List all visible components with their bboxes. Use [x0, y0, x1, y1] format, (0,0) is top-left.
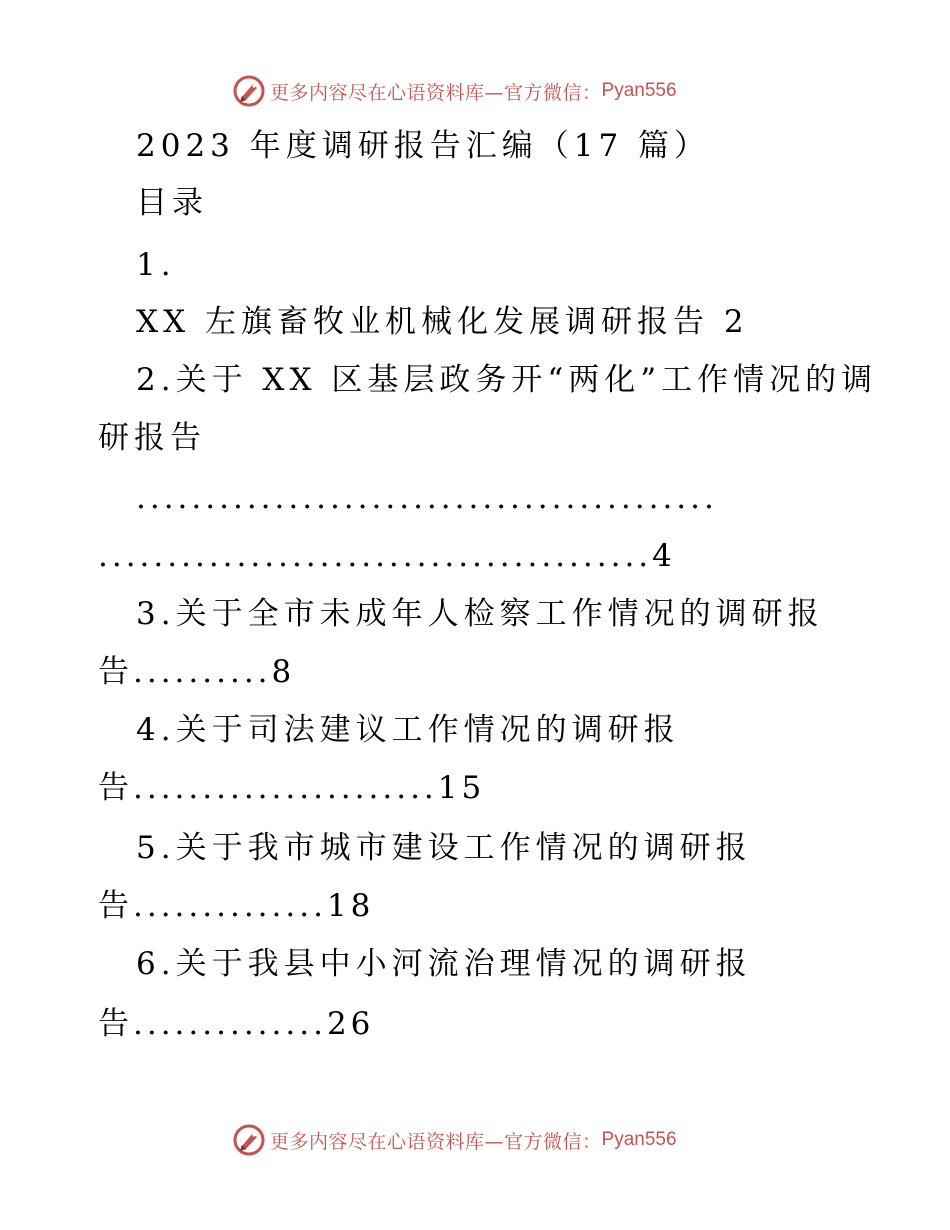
toc-line: 告..............18	[98, 888, 375, 924]
watermark-text: 更多内容尽在心语资料库—官方微信：	[270, 81, 602, 104]
toc-line: ..........................................	[136, 480, 718, 516]
toc-line: 6.关于我县中小河流治理情况的调研报	[136, 946, 752, 982]
toc-line: 告..........8	[98, 654, 296, 690]
watermark-header	[232, 73, 677, 109]
toc-line: 告..............26	[98, 1006, 375, 1042]
toc-line: XX 左旗畜牧业机械化发展调研报告 2	[136, 304, 749, 340]
toc-heading: 目录	[136, 185, 208, 221]
toc-line: 5.关于我市城市建设工作情况的调研报	[136, 830, 752, 866]
toc-line: 研报告	[98, 420, 206, 456]
watermark-text: 更多内容尽在心语资料库—官方微信：	[270, 1130, 602, 1153]
toc-line: 2.关于 XX 区基层政务开“两化”工作情况的调	[136, 362, 878, 398]
toc-line: 3.关于全市未成年人检察工作情况的调研报	[136, 596, 824, 632]
pen-logo-icon	[232, 74, 266, 108]
watermark-wechat-id: Pyan556	[601, 80, 677, 101]
toc-line: 告......................15	[98, 770, 486, 806]
toc-line: 1.	[136, 247, 176, 283]
watermark-footer	[232, 1122, 677, 1158]
watermark-wechat-id: Pyan556	[601, 1129, 677, 1150]
toc-line: 4.关于司法建议工作情况的调研报	[136, 712, 680, 748]
pen-logo-icon	[232, 1123, 266, 1157]
toc-line: ........................................4	[98, 538, 676, 574]
doc-title: 2023 年度调研报告汇编（17 篇）	[136, 128, 711, 164]
